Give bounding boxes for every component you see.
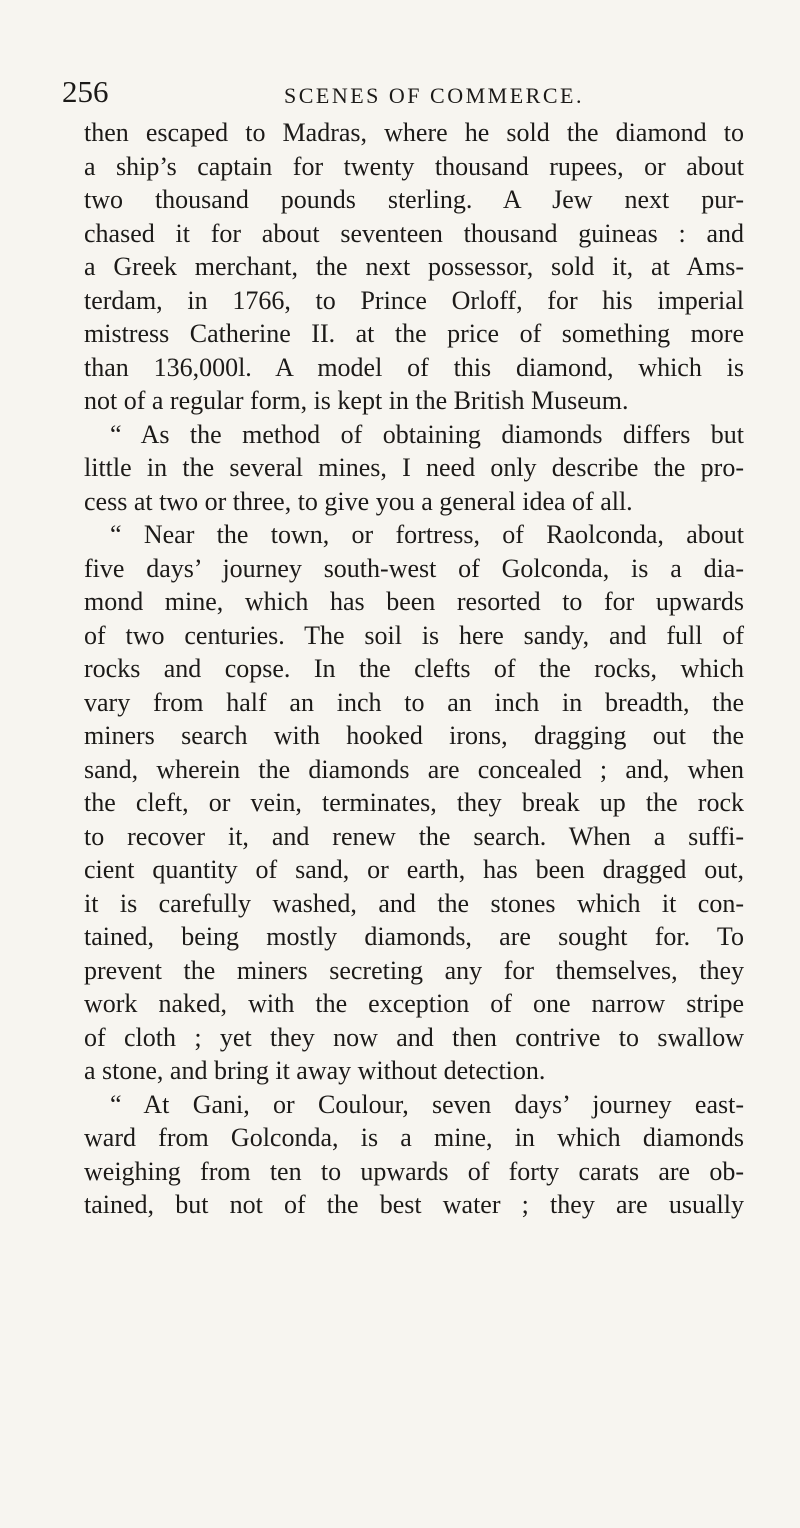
paragraph-start-line: “ As the method of obtaining diamonds differs but [110, 419, 744, 449]
text-line: then escaped to Madras, where he sold the diamond to [84, 118, 744, 147]
paragraph-start-line: “ Near the town, or fortress, of Raolconda, about [110, 520, 744, 549]
text-line: a ship’s captain for twenty thousand rupees, or about [84, 151, 744, 181]
text-line: the cleft, or vein, terminates, they break up the rock [84, 788, 744, 817]
text-line: two thousand pounds sterling. A Jew next pur- [84, 185, 744, 214]
text-line: of cloth ; yet they now and then contrive to swallow [84, 1022, 744, 1052]
text-line: mistress Catherine II. at the price of something more [84, 319, 744, 348]
page-number: 256 [62, 74, 109, 109]
running-head [62, 72, 742, 112]
text-line: work naked, with the exception of one narrow stripe [84, 989, 744, 1018]
text-line: tained, being mostly diamonds, are sought for. To [84, 922, 744, 951]
paragraph-start-line: “ At Gani, or Coulour, seven days’ journey east- [110, 1089, 744, 1119]
text-line: prevent the miners secreting any for themselves, they [84, 955, 744, 985]
text-line: weighing from ten to upwards of forty carats are ob- [84, 1156, 744, 1186]
text-line: cess at two or three, to give you a general idea of all. [84, 486, 633, 516]
text-line: rocks and copse. In the clefts of the rocks, which [84, 654, 744, 683]
running-title: SCENES OF COMMERCE. [284, 83, 584, 108]
text-line: to recover it, and renew the search. When a suffi- [84, 821, 744, 851]
body-text [84, 116, 744, 1222]
text-line: a Greek merchant, the next possessor, sold it, at Ams- [84, 252, 744, 281]
text-line: mond mine, which has been resorted to for upwards [84, 587, 744, 616]
text-line: vary from half an inch to an inch in breadth, the [84, 687, 744, 717]
text-line: chased it for about seventeen thousand guineas : and [84, 218, 744, 248]
text-line: little in the several mines, I need only describe the pro- [84, 453, 744, 482]
text-line: than 136,000l. A model of this diamond, which is [84, 352, 744, 382]
text-line: of two centuries. The soil is here sandy, and full of [84, 620, 744, 650]
text-line: a stone, and bring it away without detection. [84, 1056, 546, 1085]
text-line: cient quantity of sand, or earth, has been dragged out, [84, 855, 744, 884]
text-line: tained, but not of the best water ; they are usually [84, 1190, 744, 1219]
text-line: it is carefully washed, and the stones which it con- [84, 888, 744, 918]
text-line: sand, wherein the diamonds are concealed ; and, when [84, 754, 744, 784]
text-line: terdam, in 1766, to Prince Orloff, for his imperial [84, 285, 744, 315]
text-line: ward from Golconda, is a mine, in which diamonds [84, 1123, 744, 1152]
text-line: miners search with hooked irons, dragging out the [84, 721, 744, 750]
text-line: five days’ journey south-west of Golconda, is a dia- [84, 553, 744, 583]
text-line: not of a regular form, is kept in the British Museum. [84, 386, 629, 415]
